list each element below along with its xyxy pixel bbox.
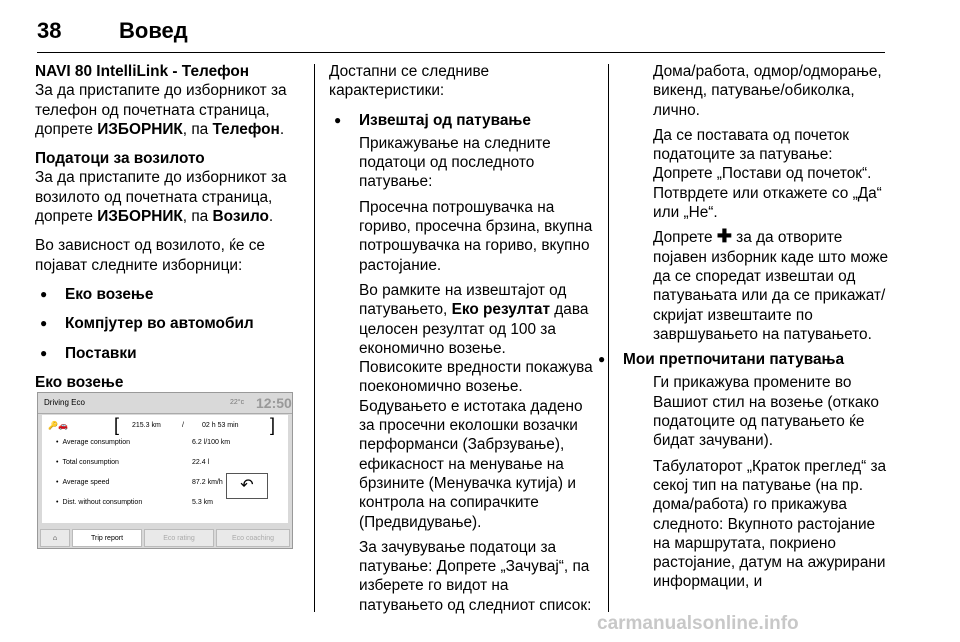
car-icon: 🔑🚗 bbox=[48, 421, 68, 430]
para-menus: Во зависност од возилото, ќе се појават следните изборници: bbox=[35, 237, 265, 274]
bracket-left: [ bbox=[114, 415, 120, 435]
column-3 bbox=[623, 62, 891, 598]
column-1 bbox=[35, 62, 303, 392]
trip-duration: 02 h 53 min bbox=[202, 422, 239, 429]
tab-eco-rating[interactable]: Eco rating bbox=[144, 529, 214, 547]
para-phone: За да пристапите до изборникот за телефон од почетната страница, допрете ИЗБОРНИК, па Телефон. bbox=[35, 82, 287, 138]
plus-icon: ✚ bbox=[716, 226, 732, 247]
row-value: 22.4 l bbox=[192, 459, 210, 466]
reset-icon[interactable]: ↶ bbox=[226, 473, 268, 499]
clock: 12:50 bbox=[256, 395, 292, 411]
row-label: • Total consumption bbox=[56, 459, 119, 466]
heading-eco-driving: Еко возење bbox=[35, 373, 124, 391]
tab-eco-coaching[interactable]: Eco coaching bbox=[216, 529, 290, 547]
column-divider bbox=[314, 64, 315, 612]
preferred-trips-body: Ги прикажува промените во Вашиот стил на возење (откако податоците од патувањето ќе бидат зачувани). Табулаторот „Краток преглед“ за секој тип на патување (на пр. дома/работа) го прикажува следното: Вкупното растојание на маршрутата, покриено растојание, датум на ажурирани информации, и bbox=[653, 374, 887, 591]
para-features: Достапни се следниве карактеристики: bbox=[329, 63, 490, 100]
separator: / bbox=[182, 422, 184, 429]
page-number: 38 bbox=[37, 18, 62, 43]
list-item: ● Поставки bbox=[35, 344, 303, 363]
column-divider bbox=[608, 64, 609, 612]
watermark: carmanualsonline.info bbox=[597, 613, 799, 634]
heading-vehicle-data: Податоци за возилото bbox=[35, 150, 205, 168]
row-value: 6.2 l/100 km bbox=[192, 439, 231, 446]
screen-main bbox=[42, 415, 288, 523]
trip-report-body: Прикажување на следните податоци од последното патување: Просечна потрошувачка на гориво, просечна брзина, вкупна потрошувачка на гориво, вкупно растојание. Во рамките на извештајот од патувањето, Еко резултат дава целосен резултат од 100 за економично возење. Повисоките вредности покажува поекономично возење. Бодувањето е истотака дадено за просечни еколошки возачки перформанси (Забрзување), ефикасност на менување на брзините (Менувачка кутија) и контрола на сопирачките (Предвидување). За зачувување податоци за патување: Допрете „Зачувај“, па изберете го видот на патувањето од следниот список: bbox=[359, 134, 593, 614]
tab-trip-report[interactable]: Trip report bbox=[72, 529, 142, 547]
row-label: • Dist. without consumption bbox=[56, 499, 142, 506]
column-2 bbox=[329, 62, 594, 621]
trip-types-body: Дома/работа, одмор/одморање, викенд, патување/обиколка, лично. Да се поставата од почеток податоците за патување: Допрете „Постави од почеток“. Потврдете или откажете со „Да“ или „Не“. Допрете ✚ за да отворите појавен изборник каде што може да се споредат извештаи од патувањата или да се прикажат/скријат извештаите по завршувањето на патувањето. bbox=[653, 63, 889, 343]
row-value: 87.2 km/h bbox=[192, 479, 223, 486]
heading-phone: NAVI 80 IntelliLink - Телефон bbox=[35, 63, 250, 80]
bullet-preferred-trips: ● Мои претпочитани патувања bbox=[593, 350, 891, 369]
list-item: ● Еко возење bbox=[35, 285, 303, 304]
screen-title: Driving Eco bbox=[44, 398, 85, 407]
list-item: ● Компјутер во автомобил bbox=[35, 314, 303, 333]
screen-tabs bbox=[38, 525, 292, 548]
home-icon[interactable]: ⌂ bbox=[40, 529, 70, 547]
driving-eco-screen-figure bbox=[37, 392, 293, 549]
row-value: 5.3 km bbox=[192, 499, 214, 506]
bracket-right: ] bbox=[270, 415, 276, 435]
screen-status-bar bbox=[38, 393, 292, 414]
para-vehicle: За да пристапите до изборникот за возилото од почетната страница, допрете ИЗБОРНИК, па Возило. bbox=[35, 169, 287, 226]
row-label: • Average speed bbox=[56, 479, 109, 486]
menu-list bbox=[35, 285, 303, 363]
bullet-trip-report: ● Извештај од патување bbox=[329, 111, 594, 130]
page-header bbox=[37, 0, 885, 53]
trip-distance: 215.3 km bbox=[132, 422, 161, 429]
row-label: • Average consumption bbox=[56, 439, 130, 446]
temperature: 22°c bbox=[230, 399, 245, 406]
chapter-title: Вовед bbox=[119, 18, 188, 43]
